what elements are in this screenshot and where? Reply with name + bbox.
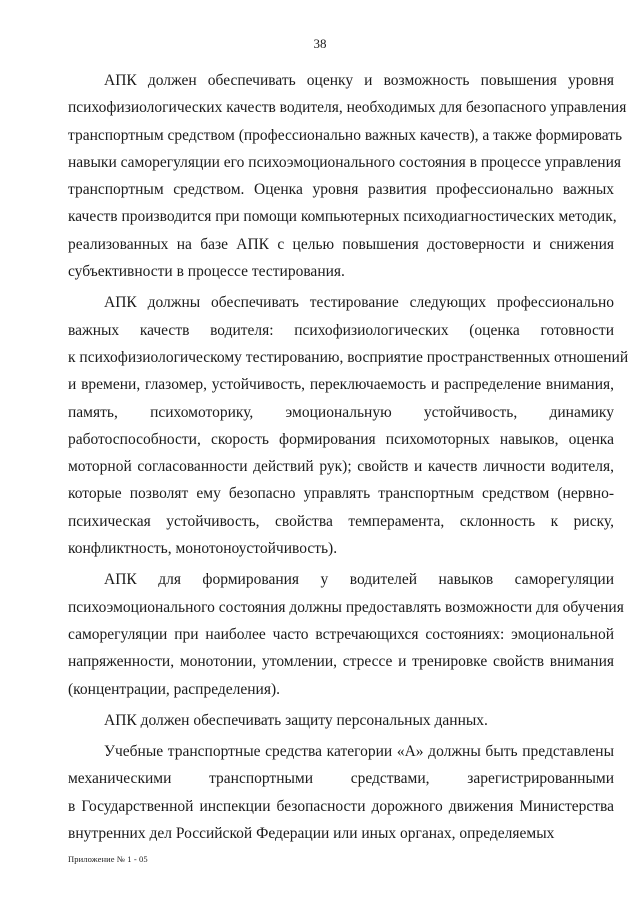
text-line: напряженности, монотонии, утомлении, стрессе и тренировке свойств внимания <box>68 653 614 671</box>
text-line: конфликтность, монотоноустойчивость). <box>68 540 338 558</box>
text-line: внутренних дел Российской Федерации или иных органах, определяемых <box>68 825 555 843</box>
text-line: работоспособности, скорость формирования психомоторных навыков, оценка <box>68 430 614 448</box>
text-line: субъективности в процессе тестирования. <box>68 263 345 281</box>
paragraph-gap <box>68 847 614 851</box>
text-line: механическими транспортными средствами, зарегистрированными <box>68 770 614 788</box>
text-line: и времени, глазомер, устойчивость, переключаемость и распределение внимания, <box>68 376 614 394</box>
paragraph <box>68 289 629 562</box>
text-line: Учебные транспортные средства категории «А» должны быть представлены <box>104 743 614 761</box>
text-line: реализованных на базе АПК с целью повышения достоверности и снижения <box>68 235 614 253</box>
text-line: моторной согласованности действий рук); свойств и качеств личности водителя, <box>68 458 614 476</box>
paragraph <box>68 738 614 847</box>
text-line: психическая устойчивость, свойства темперамента, склонность к риску, <box>68 512 614 530</box>
paragraph <box>68 566 624 702</box>
document-body <box>68 67 629 851</box>
text-line: важных качеств водителя: психофизиологических (оценка готовности <box>68 321 614 339</box>
text-line: которые позволят ему безопасно управлять транспортным средством (нервно- <box>68 485 614 503</box>
text-line: саморегуляции при наиболее часто встречающихся состояниях: эмоциональной <box>68 625 614 643</box>
paragraph <box>68 707 614 734</box>
text-line: (концентрации, распределения). <box>68 680 281 698</box>
page-footer: Приложение № 1 - 05 <box>68 854 148 864</box>
text-line: транспортным средством (профессионально важных качеств), а также формировать <box>68 126 623 144</box>
text-line: память, психомоторику, эмоциональную устойчивость, динамику <box>68 403 614 421</box>
text-line: психоэмоционального состояния должны предоставлять возможности для обучения <box>68 598 624 616</box>
text-line: АПК должен обеспечивать оценку и возможность повышения уровня <box>104 72 614 89</box>
text-line: качеств производится при помощи компьютерных психодиагностических методик, <box>68 208 617 226</box>
paragraph <box>68 67 627 285</box>
text-line: транспортным средством. Оценка уровня развития профессионально важных <box>68 181 614 199</box>
text-line: АПК для формирования у водителей навыков саморегуляции <box>104 571 614 589</box>
text-line: АПК должен обеспечивать защиту персональных данных. <box>104 711 488 729</box>
text-line: навыки саморегуляции его психоэмоционального состояния в процессе управления <box>68 153 622 171</box>
page-number: 38 <box>313 36 327 51</box>
text-line: к психофизиологическому тестированию, восприятие пространственных отношений <box>68 348 629 366</box>
text-line: АПК должны обеспечивать тестирование следующих профессионально <box>104 294 614 312</box>
text-line: психофизиологических качеств водителя, необходимых для безопасного управления <box>68 99 627 117</box>
text-line: в Государственной инспекции безопасности дорожного движения Министерства <box>68 797 614 815</box>
